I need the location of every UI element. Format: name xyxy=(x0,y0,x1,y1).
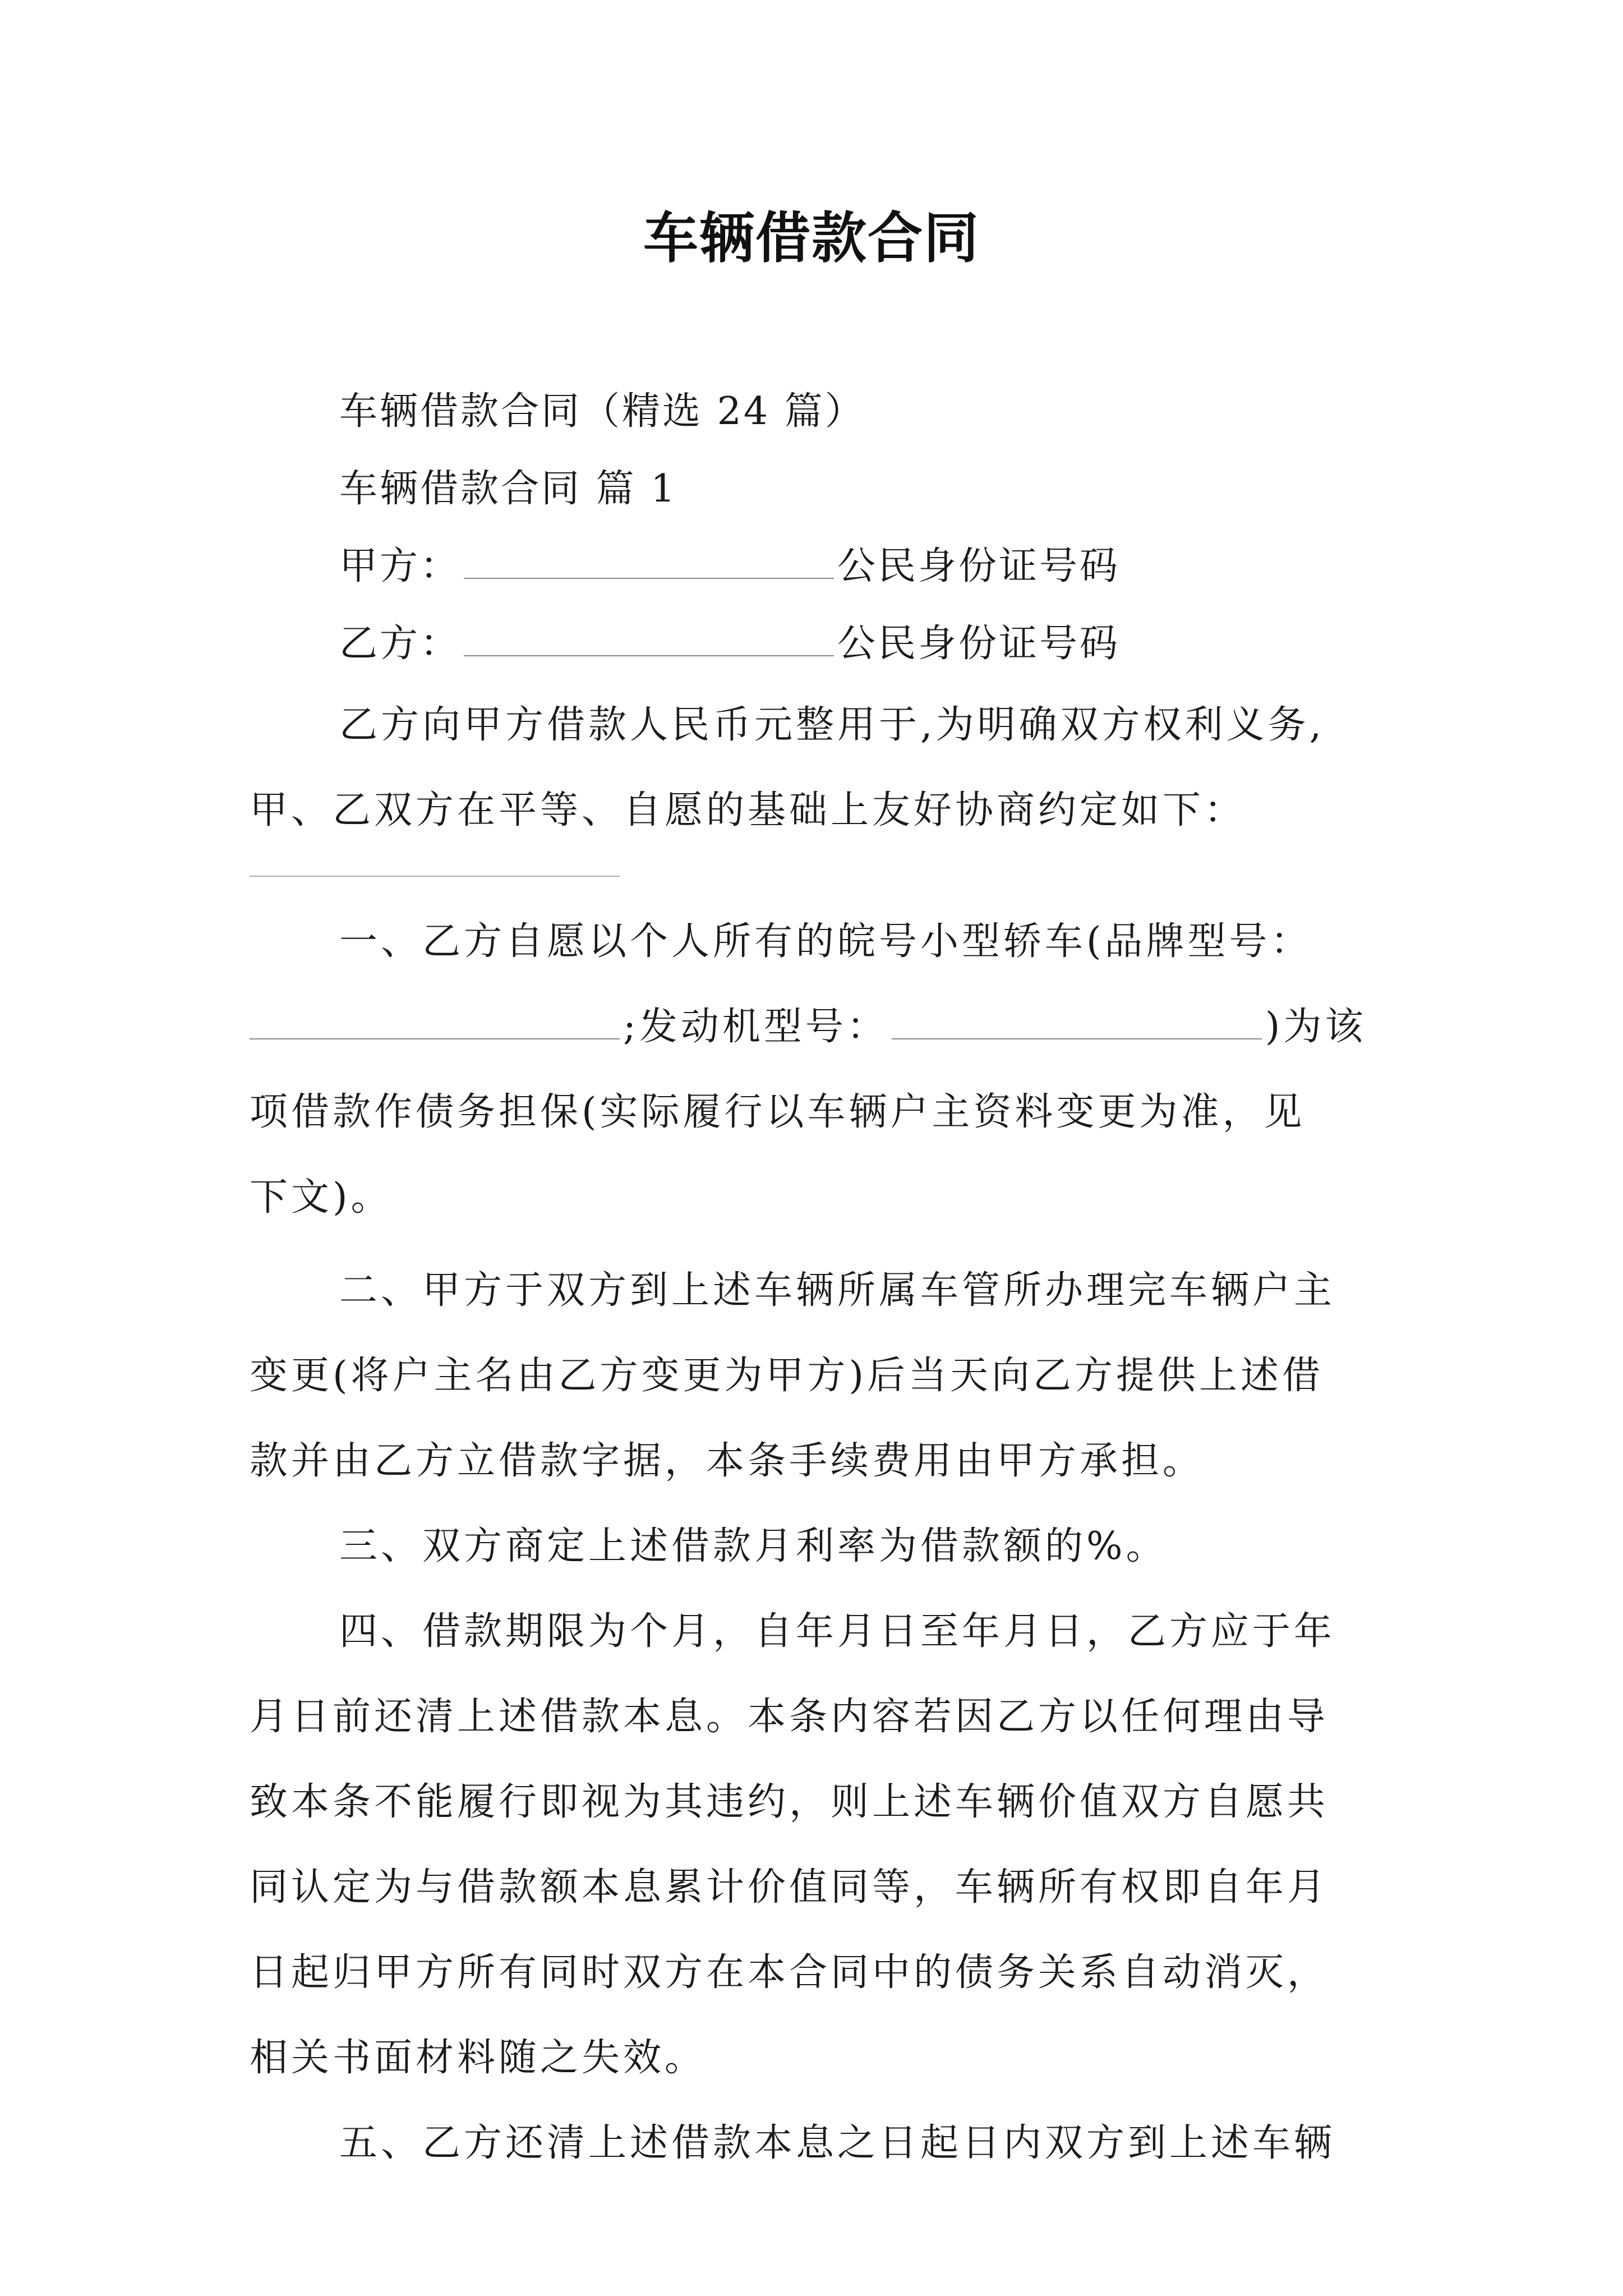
engine-model-label: ;发动机型号： xyxy=(623,1005,888,1049)
clause-line: 项借款作债务担保(实际履行以车辆户主资料变更为准，见 xyxy=(250,1090,1306,1134)
party-a-id-label: 公民身份证号码 xyxy=(837,544,1121,588)
clause-line: 日起归甲方所有同时双方在本合同中的债务关系自动消灭， xyxy=(250,1950,1329,1995)
clause-line: 同认定为与借款额本息累计价值同等，车辆所有权即自年月 xyxy=(250,1865,1329,1910)
clause-line: 二、甲方于双方到上述车辆所属车管所办理完车辆户主 xyxy=(339,1268,1336,1313)
intro-line: 乙方向甲方借款人民币元整用于,为明确双方权利义务, xyxy=(339,703,1325,747)
intro-line: 甲、乙双方在平等、自愿的基础上友好协商约定如下： xyxy=(250,788,1246,832)
clause-line: 四、借款期限为个月，自年月日至年月日，乙方应于年 xyxy=(339,1609,1336,1654)
clause-line-tail: )为该 xyxy=(1265,1005,1367,1049)
clause-line xyxy=(250,984,1394,1070)
party-a-label: 甲方： xyxy=(339,544,461,588)
clause-line: 下文)。 xyxy=(250,1175,393,1220)
clause-line: 三、双方商定上述借款月利率为借款额的%。 xyxy=(339,1524,1168,1568)
separator-line xyxy=(250,876,620,877)
clause-3 xyxy=(250,1504,1394,1589)
party-b-blank xyxy=(464,617,834,656)
clause-line: 变更(将户主名由乙方变更为甲方)后当天向乙方提供上述借 xyxy=(250,1354,1324,1398)
clause-1 xyxy=(250,899,1394,1240)
clause-line: 一、乙方自愿以个人所有的皖号小型轿车(品牌型号： xyxy=(339,919,1312,964)
document-subtitle: 车辆借款合同（精选 24 篇） xyxy=(339,389,865,434)
clause-line: 月日前还清上述借款本息。本条内容若因乙方以任何理由导 xyxy=(250,1695,1329,1739)
clause-line: 相关书面材料随之失效。 xyxy=(250,2036,707,2080)
party-a-line xyxy=(250,528,1394,605)
party-a-blank xyxy=(464,540,834,579)
clause-line: 款并由乙方立借款字据，本条手续费用由甲方承担。 xyxy=(250,1439,1205,1483)
clause-line: 五、乙方还清上述借款本息之日起日内双方到上述车辆 xyxy=(339,2121,1336,2165)
brand-model-blank xyxy=(250,1000,620,1039)
intro-paragraph xyxy=(250,683,1394,853)
party-b-line xyxy=(250,605,1394,683)
party-b-id-label: 公民身份证号码 xyxy=(837,622,1121,666)
engine-model-blank xyxy=(892,1000,1262,1039)
clause-line: 致本条不能履行即视为其违约，则上述车辆价值双方自愿共 xyxy=(250,1780,1329,1824)
clause-5 xyxy=(250,2101,1394,2186)
clause-2 xyxy=(250,1248,1394,1504)
clause-4 xyxy=(250,1589,1394,2101)
document-body xyxy=(250,373,1394,2186)
document-title: 车辆借款合同 xyxy=(643,206,980,270)
section-heading: 车辆借款合同 篇 1 xyxy=(339,467,677,511)
party-b-label: 乙方： xyxy=(339,622,461,666)
